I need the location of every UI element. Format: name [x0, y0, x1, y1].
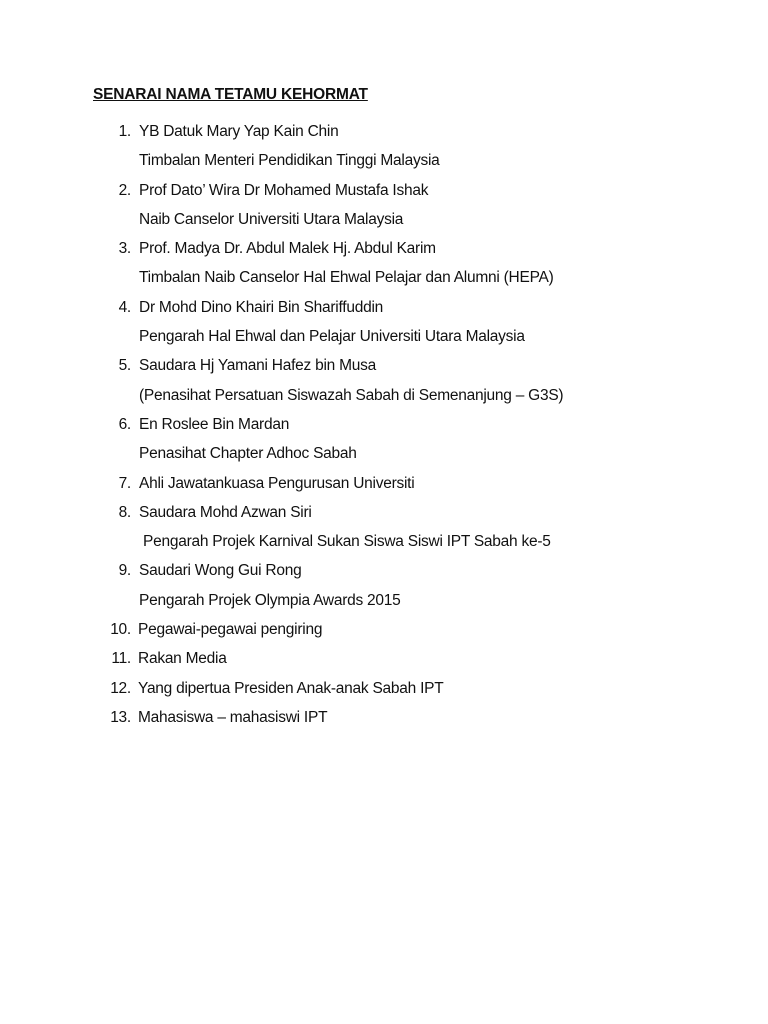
- list-item-4-role: [0, 326, 768, 355]
- list-item-7-name: [0, 473, 768, 502]
- list-number: 8.: [118, 503, 131, 521]
- guest-name: Prof. Madya Dr. Abdul Malek Hj. Abdul Karim: [139, 240, 436, 258]
- guest-name: Saudari Wong Gui Rong: [139, 562, 302, 580]
- list-item-3-name: [0, 238, 768, 267]
- guest-role: Naib Canselor Universiti Utara Malaysia: [139, 210, 404, 228]
- guest-name: Rakan Media: [138, 650, 227, 668]
- guest-name: Mahasiswa – mahasiswi IPT: [138, 708, 328, 726]
- list-number: 2.: [118, 181, 131, 199]
- guest-role: Pengarah Projek Olympia Awards 2015: [139, 591, 401, 609]
- guest-role: (Penasihat Persatuan Siswazah Sabah di Semenanjung – G3S): [139, 386, 564, 404]
- list-number: 10.: [110, 621, 131, 639]
- list-number: 11.: [111, 650, 131, 668]
- list-number: 7.: [118, 474, 131, 492]
- list-item-8-name: [0, 502, 768, 531]
- list-item-5-name: [0, 355, 768, 384]
- list-item-1-role: [0, 150, 768, 179]
- document-title: SENARAI NAMA TETAMU KEHORMAT: [93, 86, 368, 103]
- list-item-13-name: [0, 707, 768, 736]
- list-item-6-role: [0, 443, 768, 472]
- guest-name: En Roslee Bin Mardan: [139, 415, 290, 433]
- guest-list: [0, 121, 768, 736]
- list-item-8-role: [0, 531, 768, 560]
- guest-role: Timbalan Menteri Pendidikan Tinggi Malaysia: [139, 152, 440, 170]
- list-item-4-name: [0, 297, 768, 326]
- guest-name: YB Datuk Mary Yap Kain Chin: [139, 123, 339, 140]
- list-number: 4.: [118, 298, 131, 316]
- list-item-11-name: [0, 648, 768, 677]
- list-item-3-role: [0, 267, 768, 296]
- list-number: 6.: [118, 415, 131, 433]
- list-item-5-role: [0, 385, 768, 414]
- guest-role: Penasihat Chapter Adhoc Sabah: [139, 445, 357, 463]
- list-item-12-name: [0, 678, 768, 707]
- list-item-10-name: [0, 619, 768, 648]
- guest-name: Dr Mohd Dino Khairi Bin Shariffuddin: [139, 298, 384, 316]
- list-number: 13.: [110, 708, 131, 726]
- list-number: 3.: [118, 240, 131, 258]
- guest-name: Saudara Mohd Azwan Siri: [139, 503, 312, 521]
- guest-role: Timbalan Naib Canselor Hal Ehwal Pelajar dan Alumni (HEPA): [139, 269, 554, 287]
- guest-name: Ahli Jawatankuasa Pengurusan Universiti: [139, 474, 415, 492]
- guest-name: Prof Dato’ Wira Dr Mohamed Mustafa Ishak: [139, 181, 429, 199]
- list-item-2-name: [0, 180, 768, 209]
- guest-role: Pengarah Hal Ehwal dan Pelajar Universiti Utara Malaysia: [139, 328, 525, 346]
- guest-name: Yang dipertua Presiden Anak-anak Sabah IPT: [138, 679, 444, 697]
- guest-role: Pengarah Projek Karnival Sukan Siswa Siswi IPT Sabah ke-5: [143, 533, 551, 551]
- list-number: 9.: [118, 562, 131, 580]
- list-item-9-name: [0, 560, 768, 589]
- list-number: 1.: [118, 123, 131, 140]
- list-item-6-name: [0, 414, 768, 443]
- list-number: 5.: [118, 357, 131, 375]
- guest-name: Pegawai-pegawai pengiring: [138, 621, 323, 639]
- list-item-1-name: [0, 121, 768, 150]
- guest-name: Saudara Hj Yamani Hafez bin Musa: [139, 357, 376, 375]
- list-item-9-role: [0, 590, 768, 619]
- list-number: 12.: [110, 679, 131, 697]
- list-item-2-role: [0, 209, 768, 238]
